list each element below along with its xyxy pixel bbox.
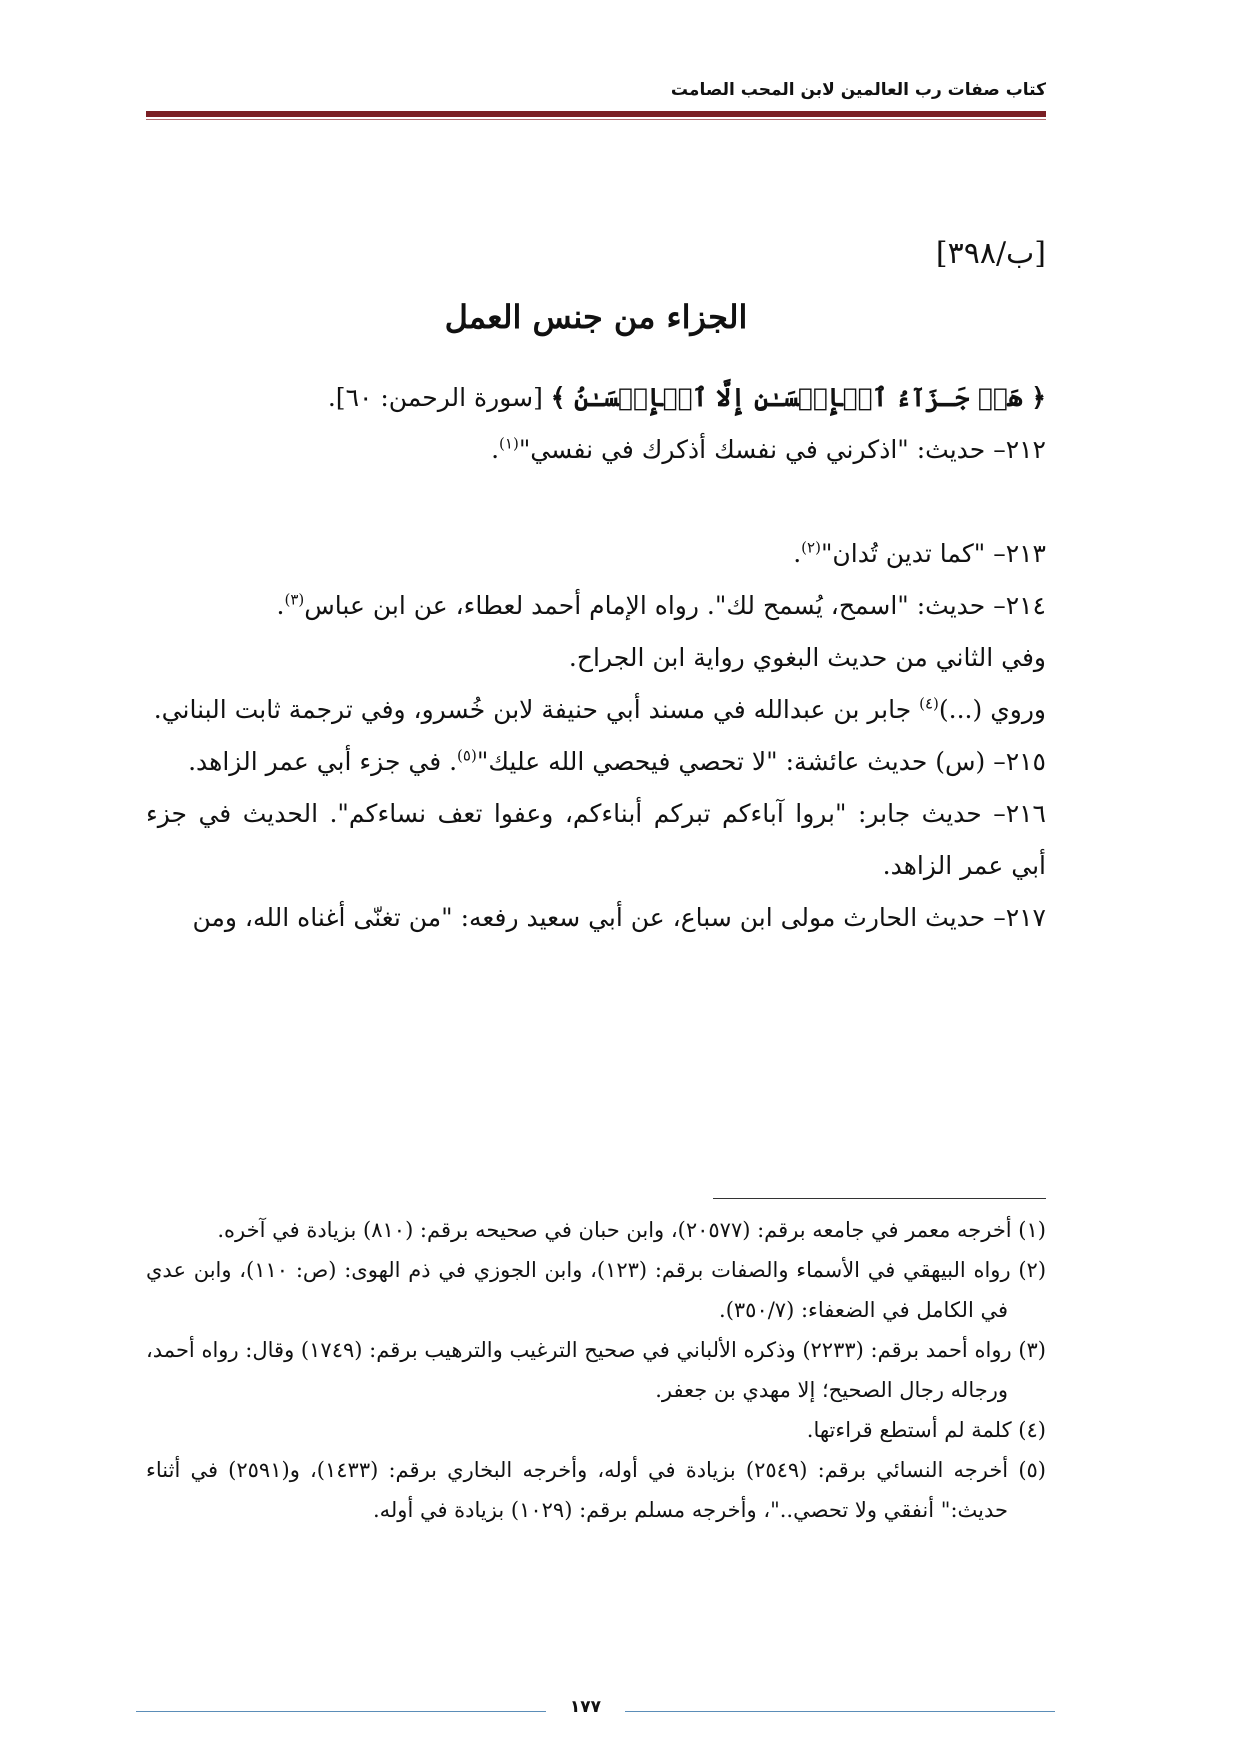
entry-213: ٢١٣– "كما تدين تُدان"$^{(٢)}$. [793,538,1046,568]
verse-reference: [سورة الرحمن: ٦٠]. [327,383,543,412]
paragraph-gap [146,476,1046,528]
footnote-ref-3[interactable]: (٣) [284,590,305,609]
header-rule-thin [146,119,1046,120]
entry-212: ٢١٢– حديث: "اذكرني في نفسك أذكرك في نفسي"$^{(١)}$. [491,434,1046,464]
entry-217: ٢١٧– حديث الحارث مولى ابن سباع، عن أبي سعيد رفعه: "من تغنّى أغناه الله، ومن [192,903,1046,932]
footnote: (٢) رواه البيهقي في الأسماء والصفات برقم: (١٢٣)، وابن الجوزي في ذم الهوى: (ص: ١١٠)، وابن عدي في الكامل في الضعفاء: (٣٥٠/٧). [146,1258,1047,1322]
running-header [146,80,1046,104]
entry-214-narration: وروي (...)$^{(٤)}$ جابر بن عبدالله في مسند أبي حنيفة لابن خُسرو، وفي ترجمة ثابت البناني. [153,694,1046,724]
footnote: (٥) أخرجه النسائي برقم: (٢٥٤٩) بزيادة في أوله، وأخرجه البخاري برقم: (١٤٣٣)، و(٢٥٩١) في أثناء حديث:" أنفقي ولا تحصي.."، وأخرجه مسلم برقم: (١٠٢٩) بزيادة في أوله. [146,1458,1046,1522]
footer-rule-left [136,1711,546,1712]
footnote-ref-1[interactable]: (١) [499,434,519,453]
page-number: ١٧٧ [569,1697,602,1717]
running-title: كتاب صفات رب العالمين لابن المحب الصامت [670,80,1046,100]
footnote-ref-5[interactable]: (٥) [457,746,477,765]
footnote-ref-4[interactable]: (٤) [919,694,939,713]
entry-214-continuation: وفي الثاني من حديث البغوي رواية ابن الجراح. [568,643,1046,672]
entry-214: ٢١٤– حديث: "اسمح، يُسمح لك". رواه الإمام أحمد لعطاء، عن ابن عباس$^{(٣)}$. [276,590,1046,620]
footnote: (٤) كلمة لم أستطع قراءتها. [806,1418,1046,1442]
footnote: (١) أخرجه معمر في جامعه برقم: (٢٠٥٧٧)، وابن حبان في صحيحه برقم: (٨١٠) بزيادة في آخره. [217,1218,1046,1242]
entry-216: ٢١٦– حديث جابر: "بروا آباءكم تبركم أبناءكم، وعفوا تعف نساءكم". الحديث في جزء أبي عمر الزاهد. [146,799,1046,880]
footnote: (٣) رواه أحمد برقم: (٢٢٣٣) وذكره الألباني في صحيح الترغيب والترهيب برقم: (١٧٤٩) وقال: رواه أحمد، ورجاله رجال الصحيح؛ إلا مهدي بن جعفر. [146,1338,1046,1402]
folio-marker: [ب/٣٩٨] [935,236,1046,271]
verse-line [146,372,1046,424]
section-title: الجزاء من جنس العمل [444,298,748,336]
footnotes [146,1210,1046,1530]
footer-rule-right [625,1711,1055,1712]
verse-text: ﴿ هَلۡ جَـزَآءُ ٱلۡإِحۡسَـٰنِ إِلَّا ٱلۡإِحۡسَـٰنُ ﴾ [550,383,1046,412]
footnote-ref-2[interactable]: (٢) [801,538,821,557]
main-text [146,372,1046,944]
header-rule [146,111,1046,117]
footnote-separator [713,1198,1046,1199]
entry-215: ٢١٥– (س) حديث عائشة: "لا تحصي فيحصي الله عليك"$^{(٥)}$. في جزء أبي عمر الزاهد. [188,746,1046,776]
